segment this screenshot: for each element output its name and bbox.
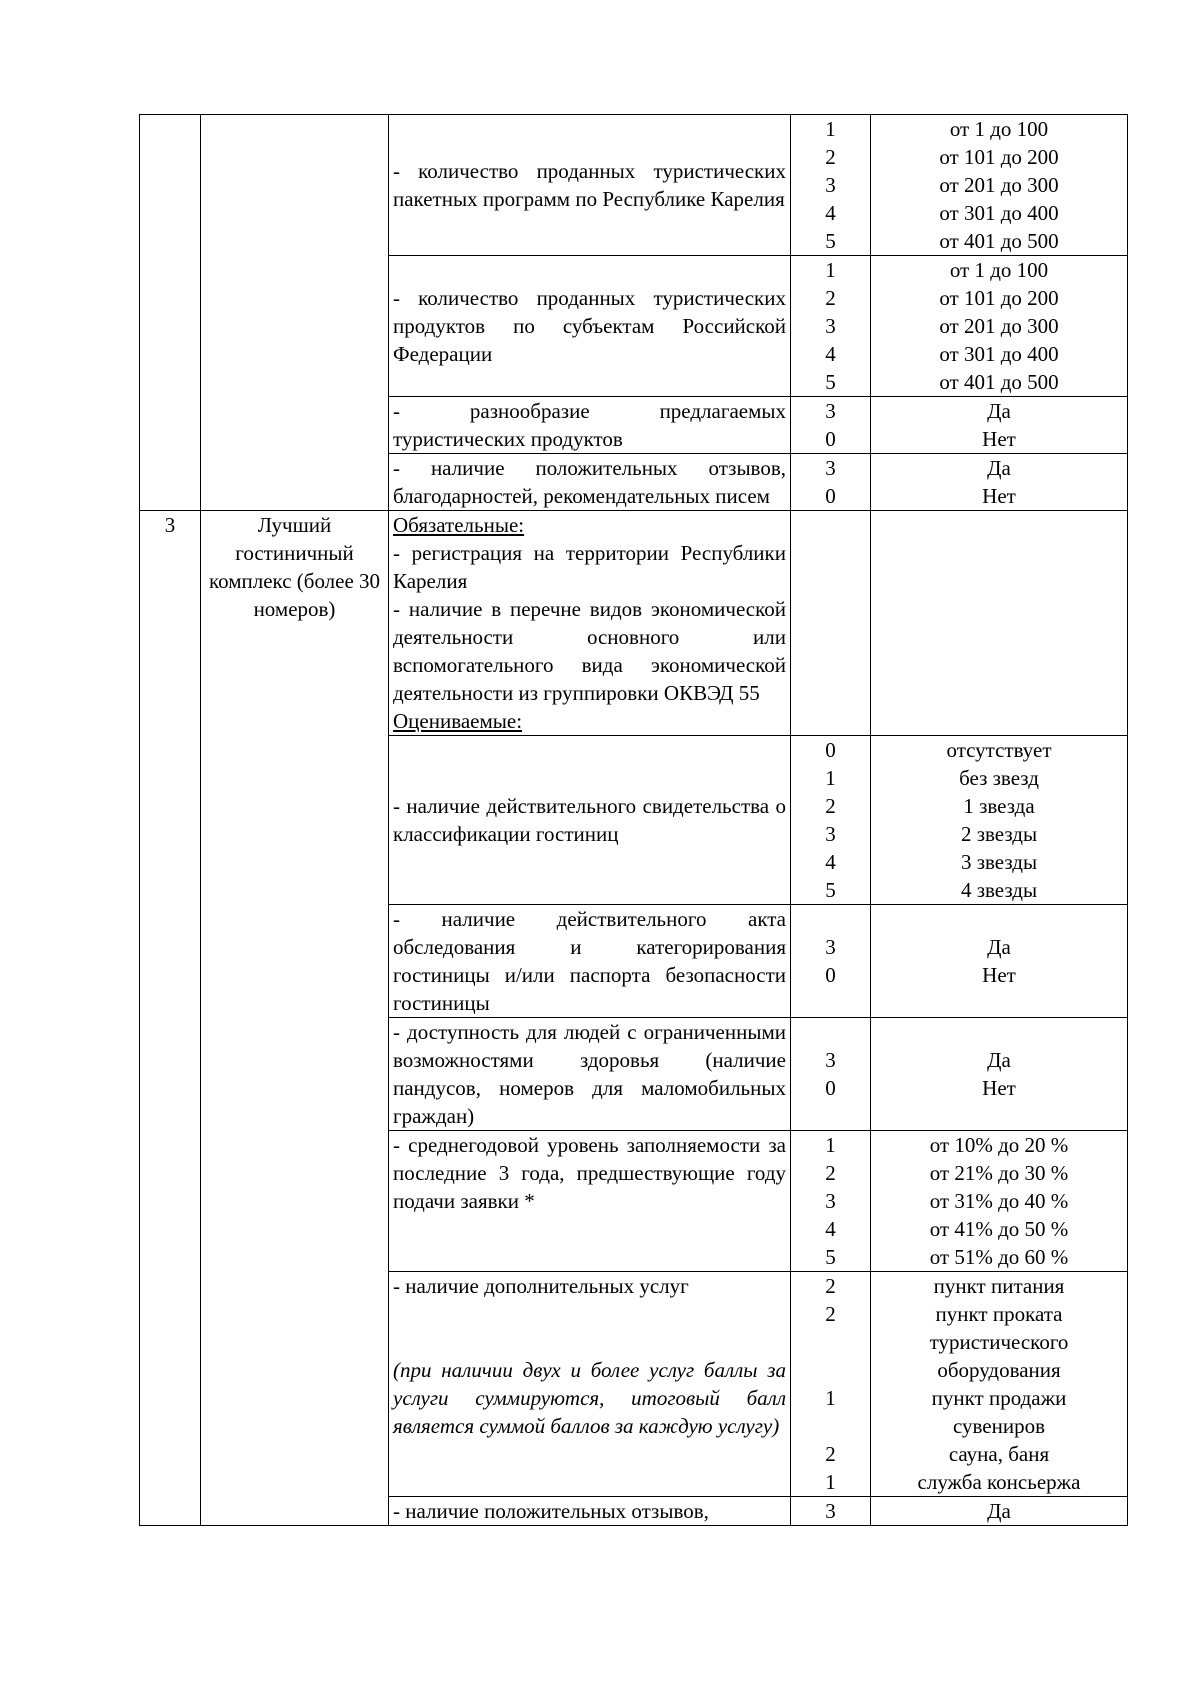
value-cell: отсутствует без звезд 1 звезда 2 звезды 3 звезды 4 звезды (871, 736, 1128, 905)
points-cell: 3 0 (791, 905, 871, 1018)
mandatory-criteria-cell (389, 511, 791, 736)
value-cell: от 1 до 100 от 101 до 200 от 201 до 300 от 301 до 400 от 401 до 500 (871, 256, 1128, 397)
table-row (140, 115, 1128, 256)
evaluated-heading: Оцениваемые: (393, 709, 523, 733)
value-cell: Да Нет (871, 397, 1128, 454)
points-cell: 1 2 3 4 5 (791, 256, 871, 397)
mandatory-criterion: - регистрация на территории Республики Карелия (393, 541, 786, 593)
services-cell (389, 1272, 791, 1497)
points-cell: 3 0 (791, 1018, 871, 1131)
nomination-title: Лучший гостиничный комплекс (более 30 номеров) (201, 511, 389, 1526)
criterion-description: - наличие положительных отзывов, (389, 1497, 791, 1526)
points-cell: 3 (791, 1497, 871, 1526)
points-cell-empty (791, 511, 871, 736)
points-cell: 2 2 1 2 1 (791, 1272, 871, 1497)
value-cell: пункт питания пункт проката туристического оборудования пункт продажи сувениров сауна, баня служба консьержа (871, 1272, 1128, 1497)
points-cell: 0 1 2 3 4 5 (791, 736, 871, 905)
services-note: (при наличии двух и более услуг баллы за услуги суммируются, итоговый балл является суммой баллов за каждую услугу) (393, 1358, 786, 1438)
criterion-description: - наличие действительного акта обследования и категорирования гостиницы и/или паспорта безопасности гостиницы (389, 905, 791, 1018)
criteria-table (139, 114, 1128, 1526)
value-cell: от 1 до 100 от 101 до 200 от 201 до 300 от 301 до 400 от 401 до 500 (871, 115, 1128, 256)
number-cell-empty (140, 115, 201, 511)
value-cell: Да (871, 1497, 1128, 1526)
table-row (140, 511, 1128, 736)
value-cell: Да Нет (871, 905, 1128, 1018)
criterion-description: - наличие дополнительных услуг (393, 1274, 689, 1298)
criterion-description: - разнообразие предлагаемых туристических продуктов (389, 397, 791, 454)
criterion-description: - наличие положительных отзывов, благодарностей, рекомендательных писем (389, 454, 791, 511)
value-cell-empty (871, 511, 1128, 736)
spacer (393, 1300, 786, 1356)
criterion-description: - наличие действительного свидетельства о классификации гостиниц (389, 736, 791, 905)
mandatory-heading: Обязательные: (393, 513, 525, 537)
points-cell: 1 2 3 4 5 (791, 1131, 871, 1272)
nomination-cell-empty (201, 115, 389, 511)
points-cell: 3 0 (791, 397, 871, 454)
criterion-description: - доступность для людей с ограниченными возможностями здоровья (наличие пандусов, номеров для маломобильных граждан) (389, 1018, 791, 1131)
criterion-description: - количество проданных туристических продуктов по субъектам Российской Федерации (389, 256, 791, 397)
criterion-description: - среднегодовой уровень заполняемости за последние 3 года, предшествующие году подачи заявки * (389, 1131, 791, 1272)
criterion-description: - количество проданных туристических пакетных программ по Республике Карелия (389, 115, 791, 256)
value-cell: Да Нет (871, 1018, 1128, 1131)
points-cell: 1 2 3 4 5 (791, 115, 871, 256)
value-cell: от 10% до 20 % от 21% до 30 % от 31% до 40 % от 41% до 50 % от 51% до 60 % (871, 1131, 1128, 1272)
value-cell: Да Нет (871, 454, 1128, 511)
mandatory-criterion: - наличие в перечне видов экономической деятельности основного или вспомогательного вида экономической деятельности из группировки ОКВЭД 55 (393, 597, 786, 705)
section-number: 3 (140, 511, 201, 1526)
points-cell: 3 0 (791, 454, 871, 511)
